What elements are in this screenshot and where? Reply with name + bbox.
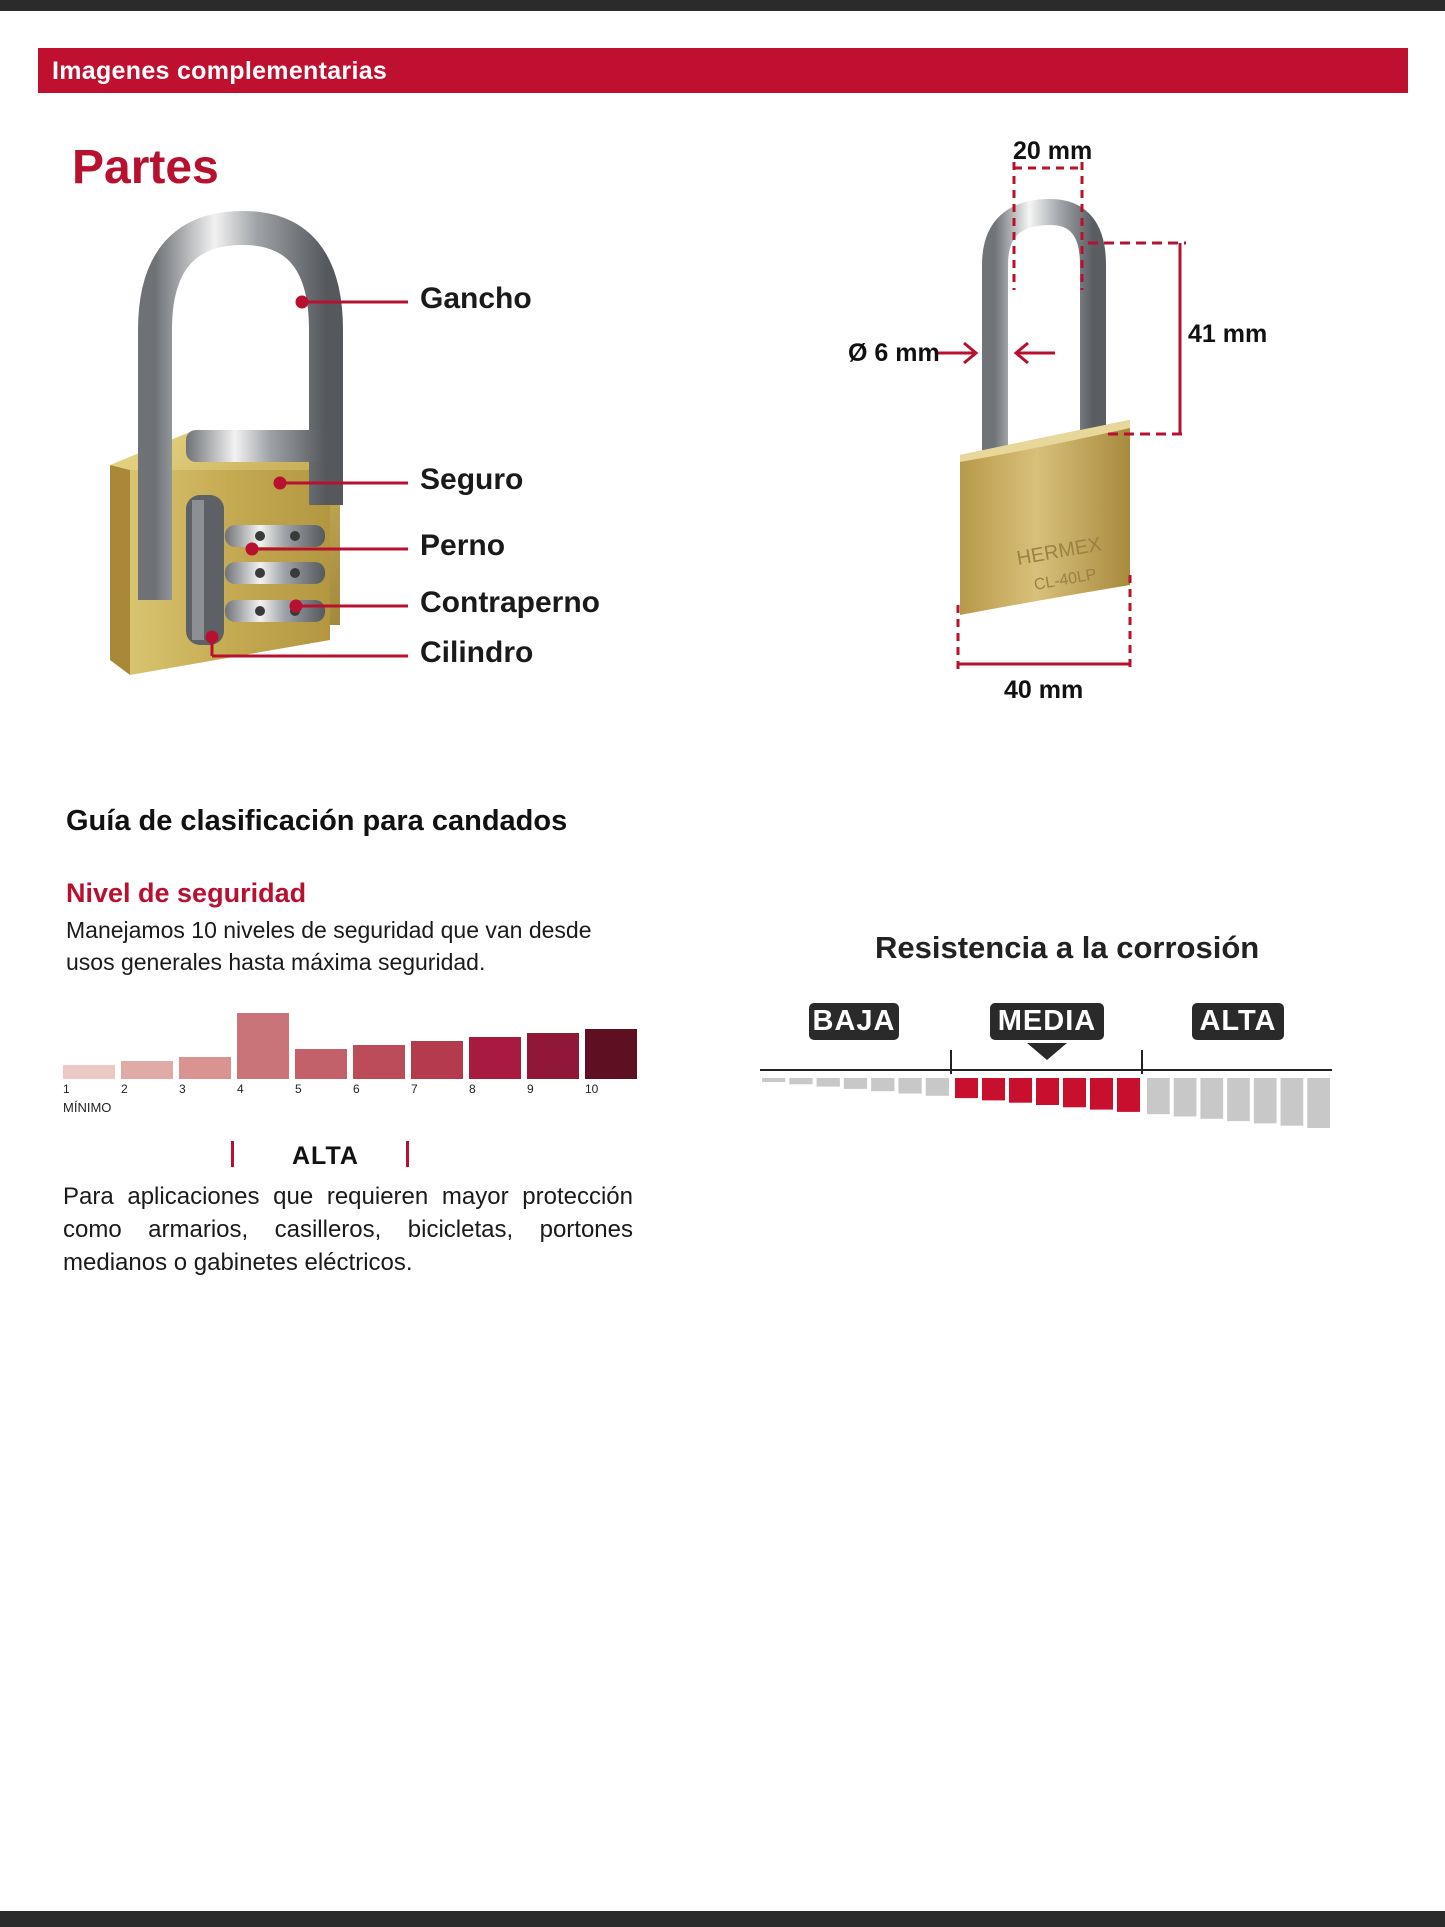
- corrosion-segment-alta-5: [1254, 1078, 1277, 1123]
- security-level-tick-5: 5: [295, 1082, 302, 1096]
- corrosion-badge-medium: MEDIA: [990, 1003, 1104, 1040]
- corrosion-segment-alta-3: [1200, 1078, 1223, 1119]
- corrosion-segment-alta-2: [1174, 1078, 1197, 1117]
- part-label-contraperno: Contraperno: [420, 586, 600, 619]
- bottom-border: [0, 1911, 1445, 1927]
- security-level-tick-9: 9: [527, 1082, 534, 1096]
- model-engraving: CL-40LP: [1032, 566, 1098, 594]
- corrosion-badge-low: BAJA: [809, 1003, 899, 1040]
- brand-engraving: HERMEX: [1015, 533, 1104, 570]
- corrosion-segment-media-2: [982, 1078, 1005, 1100]
- corrosion-segment-baja-6: [898, 1078, 921, 1094]
- parts-title: Partes: [72, 141, 219, 194]
- corrosion-badge-high: ALTA: [1192, 1003, 1284, 1040]
- security-level-tick-10: 10: [585, 1082, 599, 1096]
- minimum-label: MÍNIMO: [63, 1100, 112, 1115]
- security-level-tick-4: 4: [237, 1082, 244, 1096]
- dimension-shackle-diameter: Ø 6 mm: [848, 339, 940, 367]
- corrosion-segment-baja-7: [926, 1078, 949, 1096]
- corrosion-segment-media-6: [1090, 1078, 1113, 1110]
- security-level-label: ALTA: [292, 1142, 359, 1170]
- security-level-tick-7: 7: [411, 1082, 418, 1096]
- security-level-tick-8: 8: [469, 1082, 476, 1096]
- corrosion-selected-pointer: [1027, 1043, 1067, 1060]
- corrosion-segment-media-7: [1117, 1078, 1140, 1112]
- section-header-title: Imagenes complementarias: [52, 57, 388, 85]
- part-label-gancho: Gancho: [420, 282, 532, 315]
- corrosion-segment-media-1: [955, 1078, 978, 1098]
- corrosion-segment-alta-6: [1281, 1078, 1304, 1126]
- corrosion-segment-baja-3: [817, 1078, 840, 1087]
- corrosion-segment-alta-4: [1227, 1078, 1250, 1121]
- guide-title: Guía de clasificación para candados: [66, 805, 568, 837]
- dimension-shackle-height: 41 mm: [1188, 320, 1268, 348]
- part-label-seguro: Seguro: [420, 463, 524, 496]
- security-level-title: Nivel de seguridad: [66, 878, 307, 908]
- corrosion-segment-media-5: [1063, 1078, 1086, 1107]
- part-label-perno: Perno: [420, 529, 506, 562]
- corrosion-segment-baja-2: [789, 1078, 812, 1084]
- security-level-tick-2: 2: [121, 1082, 128, 1096]
- security-level-tick-1: 1: [63, 1082, 70, 1096]
- security-level-tick-3: 3: [179, 1082, 186, 1096]
- security-level-detail: Para aplicaciones que requieren mayor protección como armarios, casilleros, bicicletas, portones medianos o gabinetes eléctricos.: [63, 1183, 633, 1276]
- corrosion-segment-baja-1: [762, 1078, 785, 1082]
- corrosion-segment-media-3: [1009, 1078, 1032, 1103]
- dimension-shackle-width: 20 mm: [1013, 137, 1093, 165]
- part-label-cilindro: Cilindro: [420, 636, 534, 669]
- security-level-tick-6: 6: [353, 1082, 360, 1096]
- corrosion-segment-media-4: [1036, 1078, 1059, 1105]
- corrosion-segment-baja-4: [844, 1078, 867, 1089]
- corrosion-segment-baja-5: [871, 1078, 894, 1091]
- corrosion-title: Resistencia a la corrosión: [875, 930, 1260, 965]
- corrosion-segment-alta-7: [1307, 1078, 1330, 1128]
- security-level-description: Manejamos 10 niveles de seguridad que van desde usos generales hasta máxima seguridad.: [66, 917, 592, 975]
- corrosion-segment-alta-1: [1147, 1078, 1170, 1114]
- dimension-body-width: 40 mm: [1004, 676, 1084, 704]
